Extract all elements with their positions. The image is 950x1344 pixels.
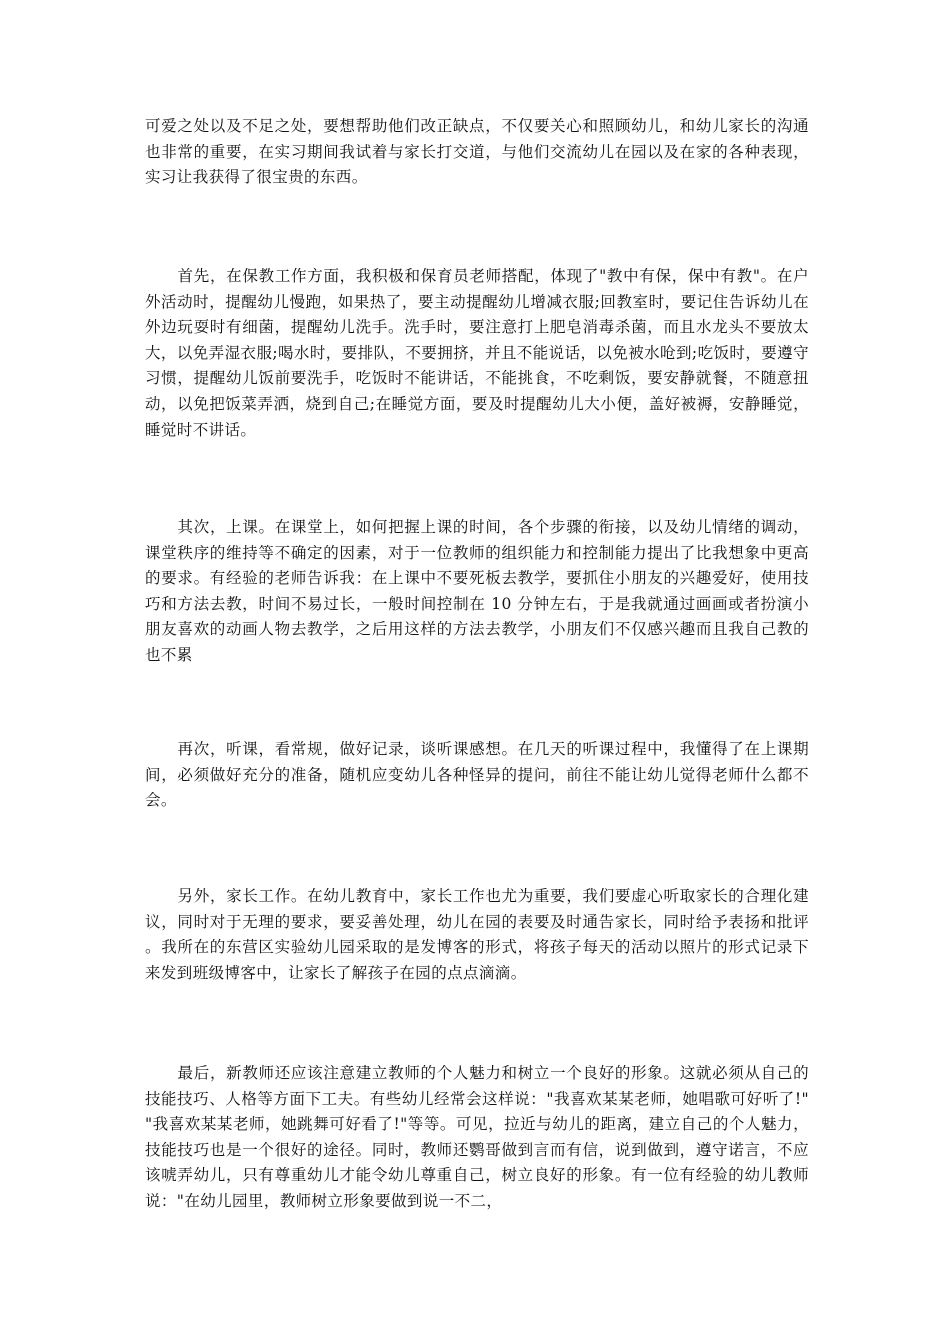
paragraph-continuation: 可爱之处以及不足之处，要想帮助他们改正缺点，不仅要关心和照顾幼儿，和幼儿家长的沟通也非常的重要，在实习期间我试着与家长打交道，与他们交流幼儿在园以及在家的各种表现，实习让我获得了很宝贵的东西。 [145,117,809,187]
paragraph-parent-work: 另外，家长工作。在幼儿教育中，家长工作也尤为重要，我们要虚心听取家长的合理化建议，同时对于无理的要求，要妥善处理，幼儿在园的表要及时通告家长，同时给予表扬和批评。我所在的东营区实验幼儿园采取的是发博客的形式，将孩子每天的活动以照片的形式记录下来发到班级博客中，让家长了解孩子在园的点点滴滴。 [145,887,809,982]
paragraph-care-and-education: 首先，在保教工作方面，我积极和保育员老师搭配，体现了"教中有保，保中有教"。在户外活动时，提醒幼儿慢跑，如果热了，要主动提醒幼儿增减衣服;回教室时，要记住告诉幼儿在外边玩耍时有细菌，提醒幼儿洗手。洗手时，要注意打上肥皂消毒杀菌，而且水龙头不要放太大，以免弄湿衣服;喝水时，要排队，不要拥挤，并且不能说话，以免被水呛到;吃饭时，要遵守习惯，提醒幼儿饭前要洗手，吃饭时不能讲话，不能挑食，不吃剩饭，要安静就餐，不随意扭动，以免把饭菜弄洒，烧到自己;在睡觉方面，要及时提醒幼儿大小便，盖好被褥，安静睡觉，睡觉时不讲话。 [145,267,809,439]
paragraph-teaching-class: 其次，上课。在课堂上，如何把握上课的时间，各个步骤的衔接，以及幼儿情绪的调动，课堂秩序的维持等不确定的因素，对于一位教师的组织能力和控制能力提出了比我想象中更高的要求。有经验的老师告诉我：在上课中不要死板去教学，要抓住小朋友的兴趣爱好，使用技巧和方法去教，时间不易过长，一般时间控制在 10 分钟左右，于是我就通过画画或者扮演小朋友喜欢的动画人物去教学，之后用这样的方法去教学，小朋友们不仅感兴趣而且我自己教的也不累 [145,518,809,664]
paragraph-observing-class: 再次，听课，看常规，做好记录，谈听课感想。在几天的听课过程中，我懂得了在上课期间，必须做好充分的准备，随机应变幼儿各种怪异的提问，前往不能让幼儿觉得老师什么都不会。 [145,740,809,810]
paragraph-teacher-image: 最后，新教师还应该注意建立教师的个人魅力和树立一个良好的形象。这就必须从自己的技能技巧、人格等方面下工夫。有些幼儿经常会这样说："我喜欢某某老师，她唱歌可好听了!""我喜欢某某老师，她跳舞可好看了!"等等。可见，拉近与幼儿的距离，建立自己的个人魅力，技能技巧也是一个很好的途径。同时，教师还鹦哥做到言而有信，说到做到，遵守诺言，不应该唬弄幼儿，只有尊重幼儿才能令幼儿尊重自己，树立良好的形象。有一位有经验的幼儿教师说："在幼儿园里，教师树立形象要做到说一不二， [145,1064,809,1210]
